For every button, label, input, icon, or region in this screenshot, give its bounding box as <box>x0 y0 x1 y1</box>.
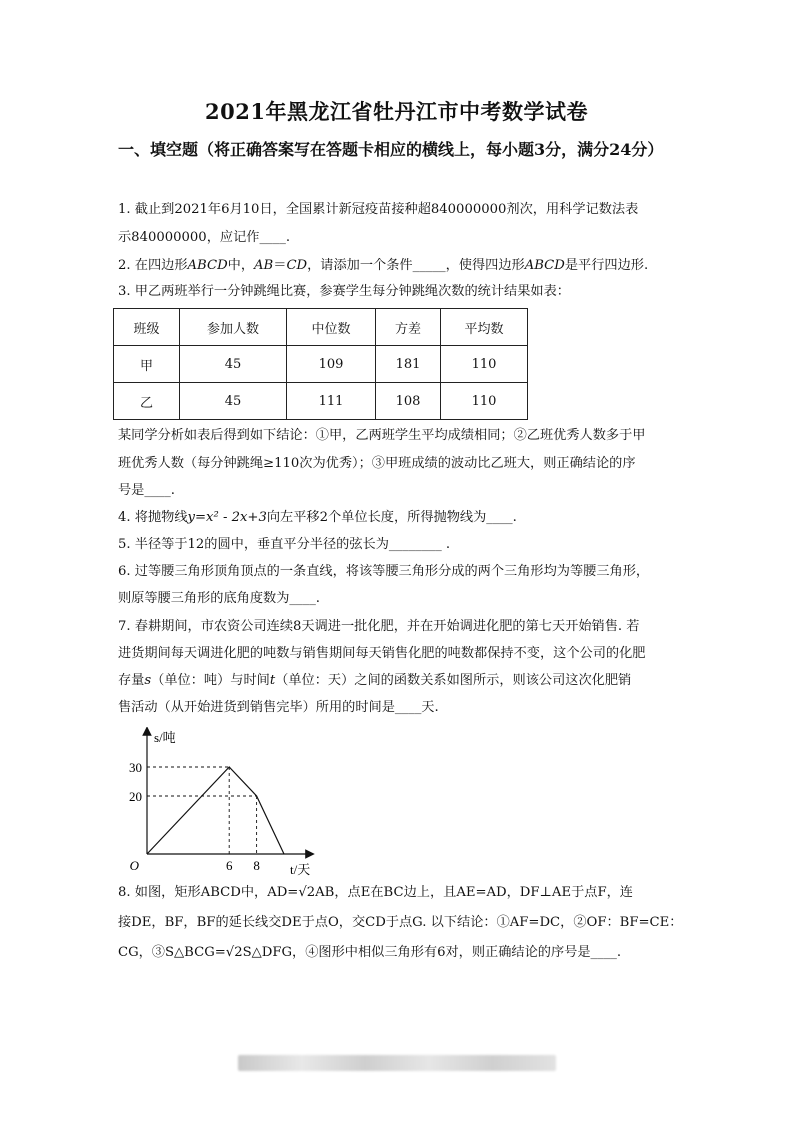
origin-label: O <box>129 858 139 873</box>
q7-l3b: （单位：吨）与时间 <box>151 673 270 688</box>
table-cell: 45 <box>180 383 287 420</box>
question-3-line-3: 号是____. <box>118 483 175 498</box>
question-1-line-2: 示840000000，应记作____. <box>118 230 291 245</box>
table-header: 中位数 <box>287 309 376 346</box>
question-1-line-1: 1. 截止到2021年6月10日，全国累计新冠疫苗接种超840000000剂次，用科学记数法表 <box>118 202 639 217</box>
table-cell: 110 <box>441 346 528 383</box>
question-7-line-1: 7. 春耕期间，市农资公司连续8天调进一批化肥，并在开始调进化肥的第七天开始销售. 若 <box>118 619 640 634</box>
table-row <box>114 346 528 383</box>
question-6-line-2: 则原等腰三角形的底角度数为____. <box>118 591 321 606</box>
question-6-line-1: 6. 过等腰三角形顶角顶点的一条直线，将该等腰三角形分成的两个三角形均为等腰三角形， <box>118 564 650 579</box>
y-tick-label: 20 <box>129 789 142 804</box>
q2-mid1: 中， <box>227 258 255 273</box>
table-cell: 111 <box>287 383 376 420</box>
series-line <box>147 767 284 854</box>
page-title: 2021年黑龙江省牡丹江市中考数学试卷 <box>205 99 588 124</box>
y-tick-label: 30 <box>129 760 142 775</box>
table-cell: 110 <box>441 383 528 420</box>
chart-labels <box>129 730 310 877</box>
question-3-intro: 3. 甲乙两班举行一分钟跳绳比赛，参赛学生每分钟跳绳次数的统计结果如表： <box>118 284 570 299</box>
stats-table <box>113 308 528 420</box>
q4-expr: y=x² - 2x+3 <box>187 510 267 525</box>
x-tick-label: 6 <box>225 858 233 873</box>
question-2 <box>118 253 678 278</box>
question-5: 5. 半径等于12的圆中，垂直平分半径的弦长为________ . <box>118 537 451 552</box>
q4-post: 向左平移2个单位长度，所得抛物线为____. <box>266 510 517 525</box>
question-8-line-3: CG，③S△BCG=√2S△DFG，④图形中相似三角形有6对，则正确结论的序号是____. <box>118 945 622 960</box>
table-header: 平均数 <box>441 309 528 346</box>
table-header-row <box>114 309 528 346</box>
table-header: 方差 <box>376 309 441 346</box>
table-cell: 181 <box>376 346 441 383</box>
q2-eq-sign: ＝ <box>273 258 287 273</box>
table-cell: 108 <box>376 383 441 420</box>
table-cell: 109 <box>287 346 376 383</box>
q2-cd: CD <box>286 258 308 273</box>
table-cell: 45 <box>180 346 287 383</box>
table-cell: 乙 <box>114 383 180 420</box>
table-row <box>114 383 528 420</box>
q2-mid2: ，请添加一个条件_____，使得四边形 <box>307 258 525 273</box>
storage-time-graph <box>120 727 320 877</box>
question-7-line-4: 售活动（从开始进货到销售完毕）所用的时间是____天. <box>118 700 439 715</box>
table-cell: 甲 <box>114 346 180 383</box>
q7-t: t <box>269 673 276 688</box>
section-heading: 一、填空题（将正确答案写在答题卡相应的横线上，每小题3分，满分24分） <box>118 140 664 159</box>
table-header: 班级 <box>114 309 180 346</box>
x-axis-label: t/天 <box>290 862 311 877</box>
guide-lines <box>147 767 257 854</box>
q7-l3c: （单位：天）之间的函数关系如图所示，则该公司这次化肥销 <box>275 673 632 688</box>
question-3-line-1: 某同学分析如表后得到如下结论：①甲，乙两班学生平均成绩相同；②乙班优秀人数多于甲 <box>118 428 646 443</box>
q2-post: 是平行四边形. <box>564 258 649 273</box>
q7-s: s <box>144 673 152 688</box>
question-8-line-2: 接DE，BF，BF的延长线交DE于点O，交CD于点G. 以下结论：①AF=DC，②OF：BF=CE： <box>118 915 683 930</box>
blurred-footer-watermark <box>238 1055 556 1071</box>
question-7-line-3 <box>118 668 678 693</box>
table-header: 参加人数 <box>180 309 287 346</box>
question-8-line-1: 8. 如图，矩形ABCD中，AD=√2AB，点E在BC边上，且AE=AD，DF⊥AE于点F，连 <box>118 885 633 900</box>
q2-ab: AB <box>254 258 274 273</box>
q7-l3a: 存量 <box>118 673 145 688</box>
question-7-line-2: 进货期间每天调进化肥的吨数与销售期间每天销售化肥的吨数都保持不变，这个公司的化肥 <box>118 646 646 661</box>
q4-pre: 4. 将抛物线 <box>118 510 188 525</box>
q2-abcd2: ABCD <box>524 258 565 273</box>
question-3-line-2: 班优秀人数（每分钟跳绳≥110次为优秀）；③甲班成绩的波动比乙班大，则正确结论的序 <box>118 456 636 471</box>
x-tick-label: 8 <box>253 858 260 873</box>
y-axis-label: s/吨 <box>154 730 176 745</box>
q2-abcd: ABCD <box>187 258 228 273</box>
question-4 <box>118 505 678 530</box>
q2-pre: 2. 在四边形 <box>118 258 188 273</box>
